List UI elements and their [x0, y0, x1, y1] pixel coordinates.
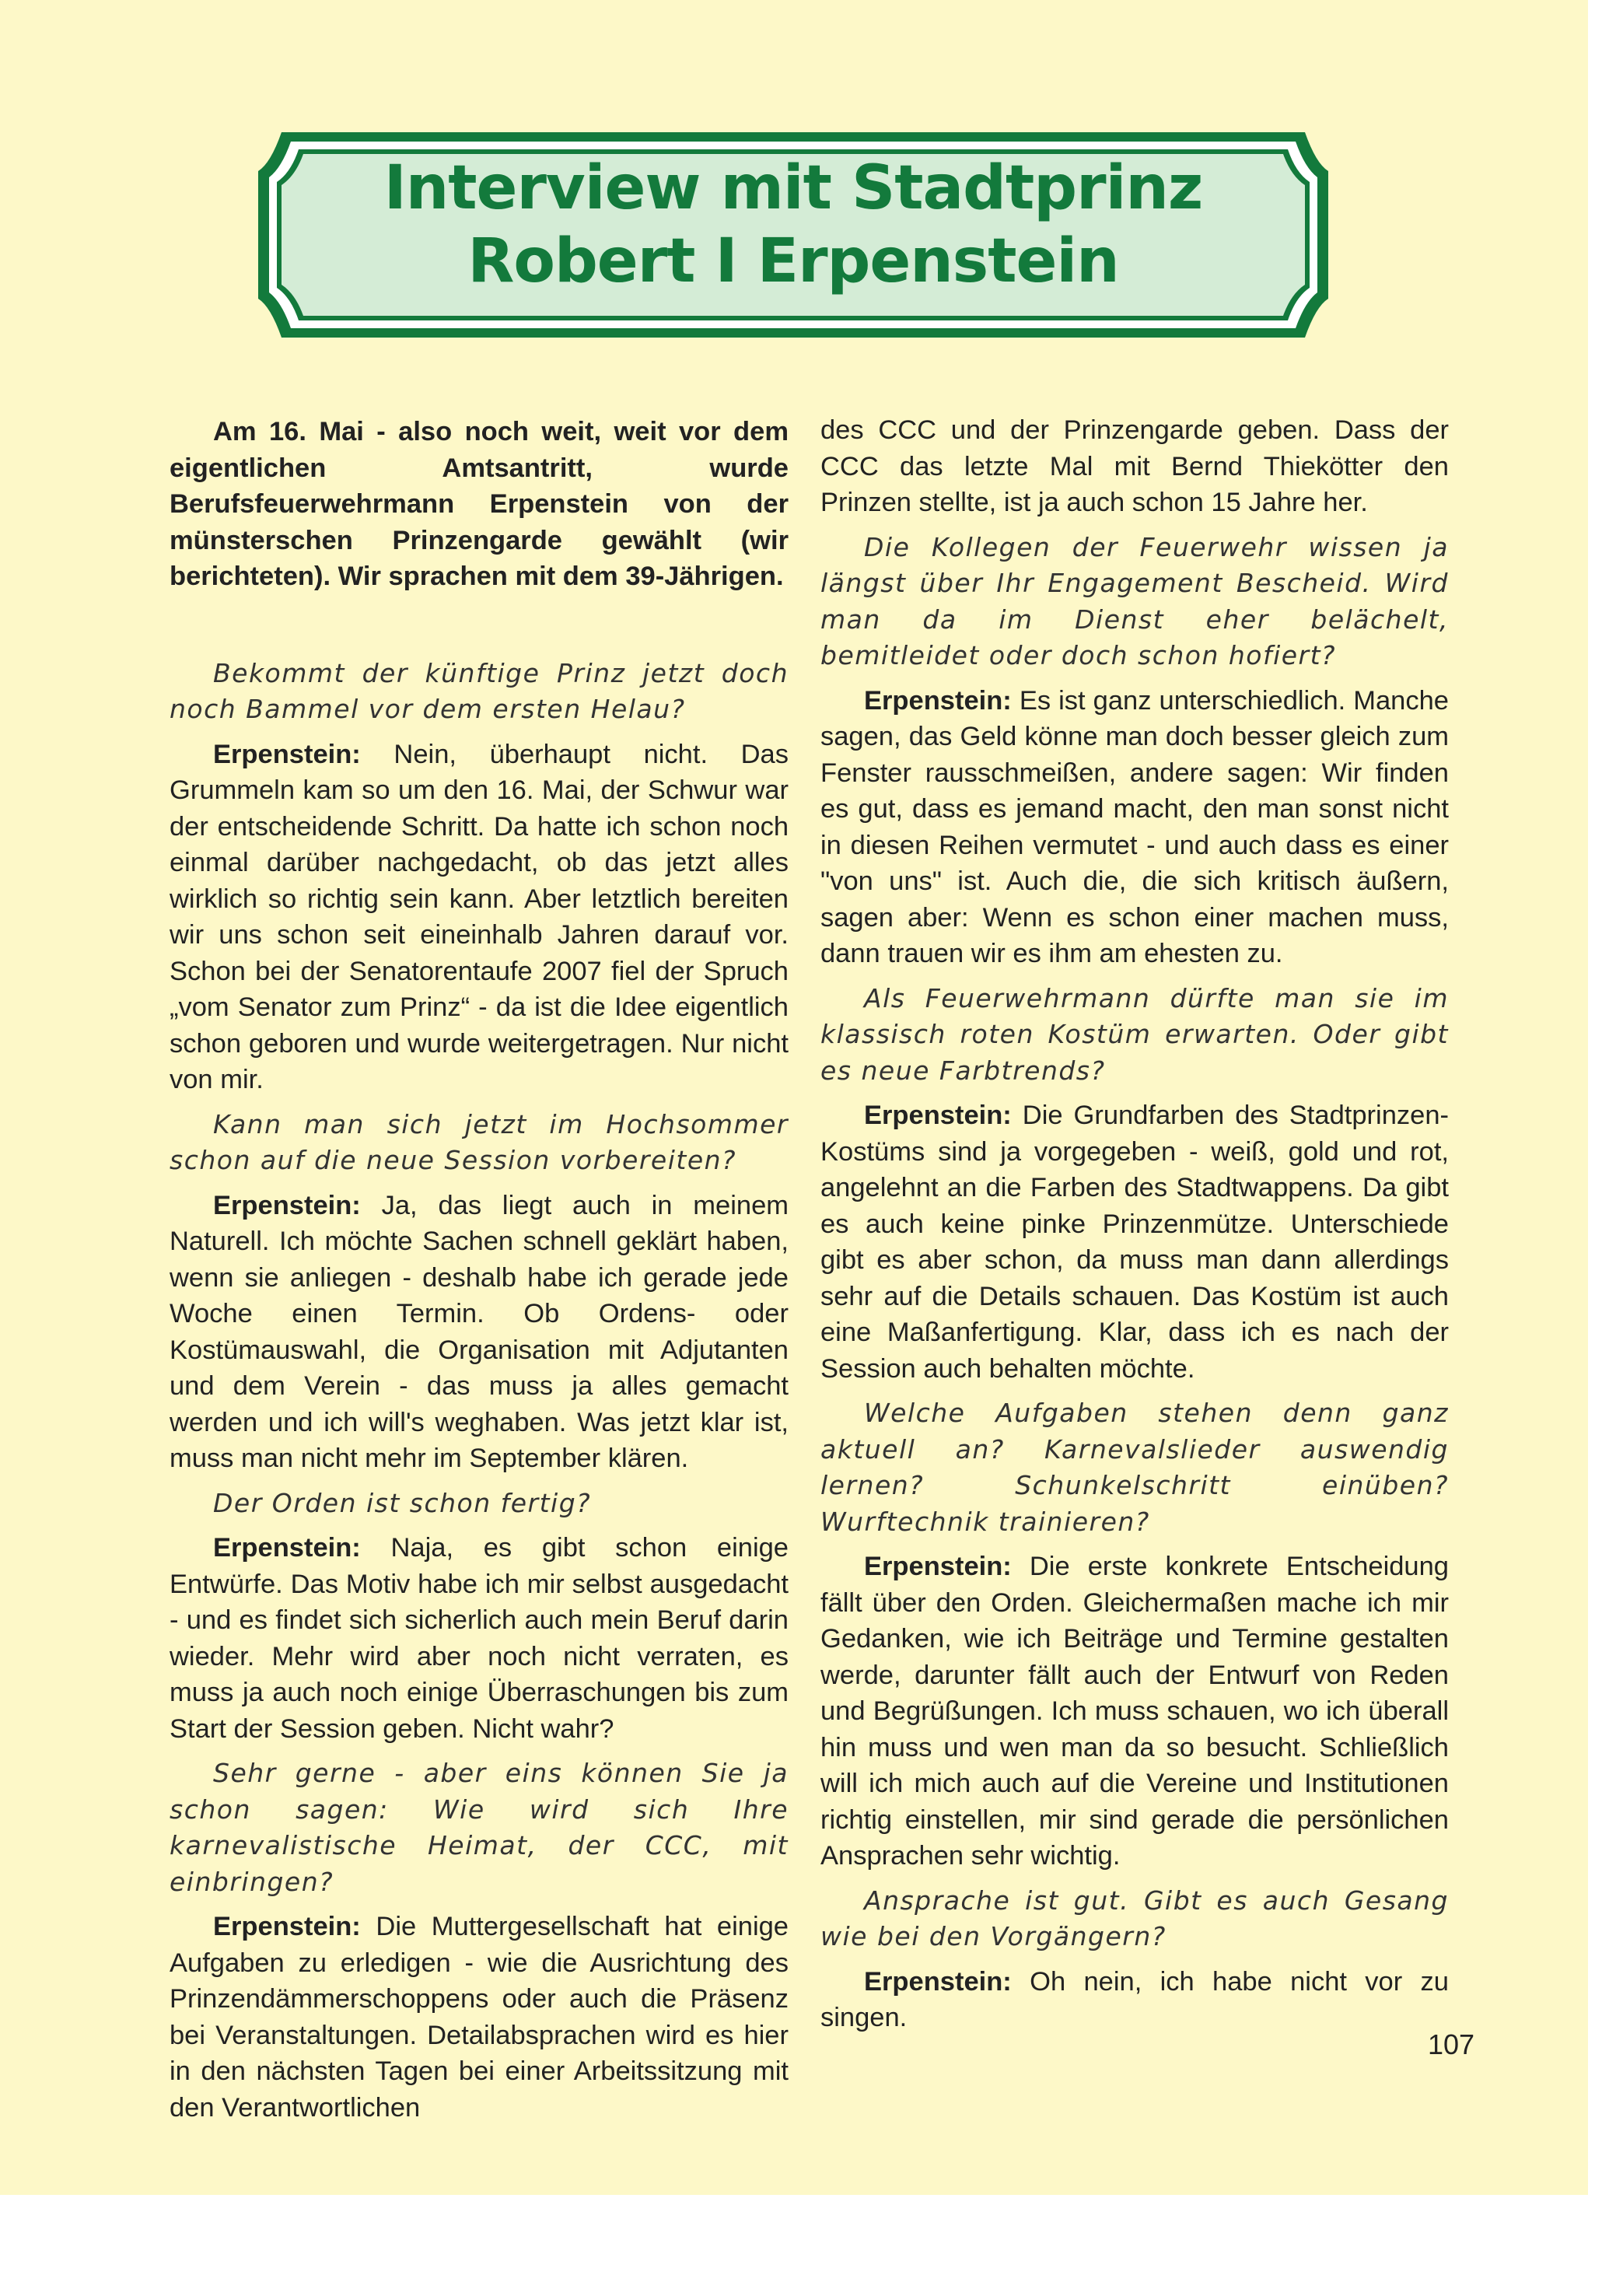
- answer-text: Naja, es gibt schon einige Entwürfe. Das Motiv habe ich mir selbst ausgedacht - und es findet sich sicherlich auch mein Beruf darin wieder. Mehr wird aber noch nicht verraten, es muss ja auch noch einige Überraschungen bis zum Start der Session geben. Nicht wahr?: [170, 1533, 789, 1744]
- answer: [170, 1909, 789, 2126]
- answer-text: Oh nein, ich habe nicht vor zu singen.: [820, 1966, 1449, 2032]
- answer: [820, 1549, 1449, 1874]
- speaker-label: Erpenstein:: [864, 1101, 1012, 1130]
- question: Die Kollegen der Feuerwehr wissen ja längst über Ihr Engagement Bescheid. Wird man da im Dienst eher belächelt, bemitleidet oder doch schon hofiert?: [820, 531, 1449, 670]
- title-line-2: Robert I Erpenstein: [467, 226, 1119, 296]
- answer: [170, 737, 789, 1098]
- speaker-label: Erpenstein:: [213, 1912, 361, 1941]
- page-title: [257, 152, 1330, 298]
- answer: [170, 1188, 789, 1477]
- answer-text: Nein, überhaupt nicht. Das Grummeln kam so um den 16. Mai, der Schwur war der entscheidende Schritt. Da hatte ich schon noch einmal darüber nachgedacht, ob das jetzt alles wirklich so richtig sein kann. Aber letztlich bereiten wir uns schon seit eineinhalb Jahren darauf vor. Schon bei der Senatorentaufe 2007 fiel der Spruch „vom Senator zum Prinz“ - da ist die Idee eigentlich schon geboren und wurde weitergetragen. Nur nicht von mir.: [170, 739, 789, 1094]
- question: Ansprache ist gut. Gibt es auch Gesang wie bei den Vorgängern?: [820, 1885, 1449, 1951]
- continuation-paragraph: des CCC und der Prinzengarde geben. Dass der CCC das letzte Mal mit Bernd Thiekötter den Prinzen stellte, ist ja auch schon 15 Jahre her.: [820, 415, 1449, 517]
- right-column: [820, 412, 1449, 2045]
- answer: [170, 1530, 789, 1747]
- question: Der Orden ist schon fertig?: [213, 1487, 592, 1518]
- answer-text: Die Muttergesellschaft hat einige Aufgaben zu erledigen - wie die Ausrichtung des Prinzendämmerschoppens oder auch die Präsenz bei Veranstaltungen. Detailabsprachen wird es hier in den nächsten Tagen bei einer Arbeitssitzung mit den Verantwortlichen: [170, 1912, 789, 2123]
- title-line-1: Interview mit Stadtprinz: [383, 153, 1203, 223]
- speaker-label: Erpenstein:: [213, 739, 361, 769]
- left-column: [170, 414, 789, 2134]
- question: Bekommt der künftige Prinz jetzt doch noch Bammel vor dem ersten Helau?: [170, 657, 789, 724]
- question: Welche Aufgaben stehen denn ganz aktuell an? Karnevalslieder auswendig lernen? Schunkelschritt einüben? Wurftechnik trainieren?: [820, 1398, 1449, 1537]
- speaker-label: Erpenstein:: [864, 1552, 1012, 1581]
- speaker-label: Erpenstein:: [213, 1190, 361, 1220]
- title-banner: [257, 117, 1330, 350]
- speaker-label: Erpenstein:: [864, 685, 1012, 716]
- lead-paragraph: Am 16. Mai - also noch weit, weit vor dem eigentlichen Amtsantritt, wurde Berufsfeuerwehrmann Erpenstein von der münsterschen Prinzengarde gewählt (wir berichteten). Wir sprachen mit dem 39-Jährigen.: [170, 417, 789, 591]
- answer: [820, 1964, 1449, 2036]
- speaker-label: Erpenstein:: [864, 1966, 1012, 1997]
- question: Kann man sich jetzt im Hochsommer schon auf die neue Session vorbereiten?: [170, 1108, 789, 1175]
- question: Sehr gerne - aber eins können Sie ja schon sagen: Wie wird sich Ihre karnevalistische Heimat, der CCC, mit einbringen?: [170, 1758, 789, 1897]
- answer-text: Die erste konkrete Entscheidung fällt über den Orden. Gleichermaßen mache ich mir Gedanken, wie ich Beiträge und Termine gestalten werde, darunter fällt auch der Entwurf von Reden und Begrüßungen. Ich muss schauen, wo ich überall hin muss und wen man da so besucht. Schließlich will ich mich auch auf die Vereine und Institutionen richtig einstellen, mir sind gerade die persönlichen Ansprachen sehr wichtig.: [820, 1552, 1449, 1871]
- answer: [820, 683, 1449, 972]
- answer-text: Die Grundfarben des Stadtprinzen-Kostüms sind ja vorgegeben - weiß, gold und rot, angelehnt an die Farben des Stadtwappens. Da gibt es auch keine pinke Prinzenmütze. Unterschiede gibt es aber schon, da muss man dann allerdings sehr auf die Details schauen. Das Kostüm ist auch eine Maßanfertigung. Klar, dass ich es nach der Session auch behalten möchte.: [820, 1101, 1449, 1384]
- answer-text: Es ist ganz unterschiedlich. Manche sagen, das Geld könne man doch besser gleich zum Fenster rausschmeißen, andere sagen: Wir finden es gut, dass es jemand macht, den man sonst nicht in diesen Reihen vermutet - und auch dass es einer "von uns" ist. Auch die, die sich kritisch äußern, sagen aber: Wenn es schon einer machen muss, dann trauen wir es ihm am ehesten zu.: [820, 685, 1449, 968]
- answer: [820, 1097, 1449, 1387]
- page-number: 107: [1428, 2028, 1475, 2060]
- answer-text: Ja, das liegt auch in meinem Naturell. Ich möchte Sachen schnell geklärt haben, wenn sie anliegen - deshalb habe ich gerade jede Woche einen Termin. Ob Ordens- oder Kostümauswahl, die Organisation mit Adjutanten und dem Verein - das muss ja alles gemacht werden und ich will's weghaben. Was jetzt klar ist, muss man nicht mehr im September klären.: [170, 1190, 789, 1473]
- speaker-label: Erpenstein:: [213, 1533, 361, 1563]
- question: Als Feuerwehrmann dürfte man sie im klassisch roten Kostüm erwarten. Oder gibt es neue Farbtrends?: [820, 982, 1449, 1086]
